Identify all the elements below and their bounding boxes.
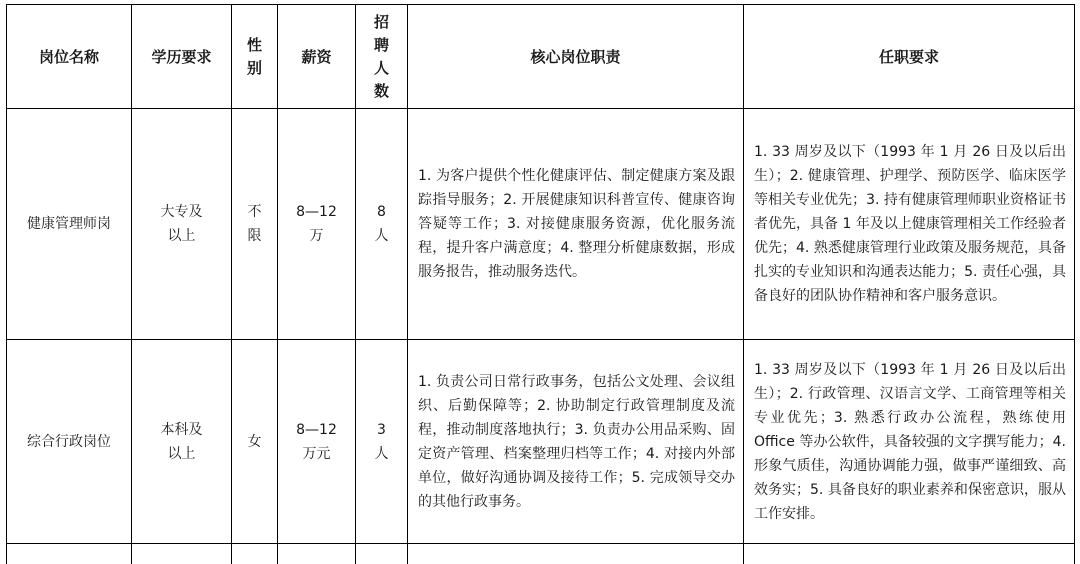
cell-empty	[356, 544, 408, 564]
cell-empty	[232, 544, 278, 564]
cell-education	[132, 340, 232, 544]
education-text: 大专及以上	[161, 200, 203, 248]
salary-text: 8—12万元	[294, 418, 339, 466]
header-requirements: 任职要求	[744, 5, 1075, 109]
cell-requirements: 1. 33 周岁及以下（1993 年 1 月 26 日及以后出生）；2. 行政管理、汉语言文学、工商管理等相关专业优先；3. 熟悉行政办公流程，熟练使用 Office 等办公软件，具备较强的文字撰写能力；4. 形象气质佳，沟通协调能力强，做事严谨细致、高效务实；5. 具备良好的职业素养和保密意识，服从工作安排。	[744, 340, 1075, 544]
header-education: 学历要求	[132, 5, 232, 109]
gender-text: 不限	[246, 200, 262, 248]
position-text: 综合行政岗位	[27, 430, 111, 454]
header-salary: 薪资	[278, 5, 356, 109]
cell-duties: 1. 负责公司日常行政事务，包括公文处理、会议组织、后勤保障等；2. 协助制定行政管理制度及流程，推动制度落地执行；3. 负责办公用品采购、固定资产管理、档案整理归档等工作；4. 对接内外部单位，做好沟通协调及接待工作；5. 完成领导交办的其他行政事务。	[408, 340, 744, 544]
cell-empty	[7, 544, 132, 564]
header-gender	[232, 5, 278, 109]
gender-text: 女	[246, 430, 262, 454]
headcount-text: 3人	[373, 418, 389, 466]
cell-salary	[278, 340, 356, 544]
cell-empty	[132, 544, 232, 564]
cell-gender	[232, 109, 278, 340]
headcount-text: 8人	[373, 200, 389, 248]
cell-empty	[744, 544, 1075, 564]
education-text: 本科及以上	[161, 418, 203, 466]
header-row	[7, 5, 1075, 109]
header-duties: 核心岗位职责	[408, 5, 744, 109]
table-row	[7, 109, 1075, 340]
cell-duties: 1. 为客户提供个性化健康评估、制定健康方案及跟踪指导服务；2. 开展健康知识科普宣传、健康咨询答疑等工作；3. 对接健康服务资源，优化服务流程，提升客户满意度；4. 整理分析健康数据，形成服务报告，推动服务迭代。	[408, 109, 744, 340]
header-headcount-label: 招聘人数	[373, 11, 390, 103]
cell-headcount	[356, 109, 408, 340]
header-gender-label: 性别	[246, 34, 263, 80]
cell-gender	[232, 340, 278, 544]
header-headcount	[356, 5, 408, 109]
cell-empty	[278, 544, 356, 564]
cell-headcount	[356, 340, 408, 544]
cell-position	[7, 340, 132, 544]
position-text: 健康管理师岗	[27, 212, 111, 236]
header-position: 岗位名称	[7, 5, 132, 109]
salary-text: 8—12万	[294, 200, 339, 248]
cell-salary	[278, 109, 356, 340]
cell-requirements: 1. 33 周岁及以下（1993 年 1 月 26 日及以后出生）；2. 健康管理、护理学、预防医学、临床医学等相关专业优先；3. 持有健康管理师职业资格证书者优先，具备 1 年及以上健康管理相关工作经验者优先；4. 熟悉健康管理行业政策及服务规范，具备扎实的专业知识和沟通表达能力；5. 责任心强，具备良好的团队协作精神和客户服务意识。	[744, 109, 1075, 340]
table-row	[7, 340, 1075, 544]
table-row-partial	[7, 544, 1075, 564]
cell-position	[7, 109, 132, 340]
cell-empty	[408, 544, 744, 564]
job-table	[6, 4, 1075, 564]
cell-education	[132, 109, 232, 340]
